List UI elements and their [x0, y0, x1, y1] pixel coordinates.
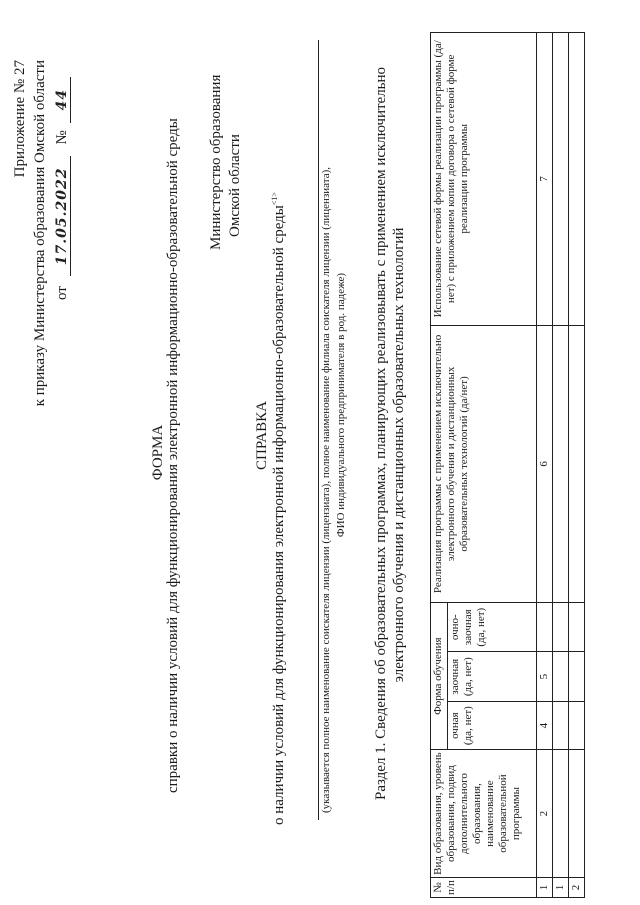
- index-cell: 6: [537, 325, 553, 603]
- index-cell: [537, 603, 553, 652]
- col-header-part-time: очно-заочная (да, нет): [447, 603, 536, 652]
- index-cell: 2: [537, 750, 553, 878]
- appendix-line-2: к приказу Министерства образования Омской области: [32, 60, 48, 407]
- recipient-line-2: Омской области: [227, 134, 243, 237]
- fill-in-line: [318, 40, 319, 820]
- index-cell: 7: [537, 33, 553, 326]
- spravka-title: СПРАВКА: [254, 401, 270, 470]
- row-number-cell: 2: [569, 878, 585, 898]
- index-cell: 4: [537, 702, 553, 750]
- col-header-number: № п/п: [431, 878, 537, 898]
- table-cell: [569, 325, 585, 603]
- section1-line-1: Раздел 1. Сведения об образовательных программах, планирующих реализовывать с применением исключительно: [373, 66, 389, 800]
- table-cell: [553, 33, 569, 326]
- spravka-subtitle-text: о наличии условий для функционирования электронной информационно-образовательной среды: [271, 205, 287, 825]
- table-row: [569, 33, 585, 898]
- table-row: [553, 33, 569, 898]
- col-header-extramural: заочная (да, нет): [447, 652, 536, 702]
- col-header-network: Использование сетевой формы реализации программы (да/нет) с приложением копии договора о сетевой форме реализации программы: [431, 33, 537, 326]
- number-prefix: №: [54, 130, 70, 145]
- form-heading: ФОРМА: [150, 424, 166, 481]
- table-index-row: [537, 33, 553, 898]
- col-header-full-time: очная (да, нет): [447, 702, 536, 750]
- table-cell: [553, 325, 569, 603]
- col-header-form: Форма обучения: [431, 603, 448, 750]
- index-cell: 1: [537, 878, 553, 898]
- index-cell: 5: [537, 652, 553, 702]
- table-cell: [569, 702, 585, 750]
- table-cell: [569, 750, 585, 878]
- programs-table: [430, 32, 585, 898]
- table-cell: [553, 603, 569, 652]
- appendix-date-line: [54, 77, 71, 300]
- number-value: 44: [54, 77, 71, 123]
- form-subtitle: справки о наличии условий для функционирования электронной информационно-образовательной среды: [165, 118, 181, 793]
- fill-hint-line-2: ФИО индивидуального предпринимателя в род. падеже): [335, 272, 347, 538]
- col-header-elearning: Реализация программы с применением исключительно электронного обучения и дистанционных образовательных технологий (да/нет): [431, 325, 537, 603]
- row-number-cell: 1: [553, 878, 569, 898]
- date-value: 17.05.2022: [54, 156, 71, 276]
- spravka-footnote-mark: <1>: [270, 192, 279, 206]
- table-cell: [553, 652, 569, 702]
- recipient-line-1: Министерство образования: [208, 74, 224, 250]
- appendix-line-1: Приложение № 27: [12, 60, 28, 178]
- date-prefix: от: [54, 286, 70, 300]
- fill-hint-line-1: (указывается полное наименование соискателя лицензии (лицензиата), полное наименование филиала соискателя лицензии (лицензиата),: [320, 166, 332, 813]
- table-cell: [569, 603, 585, 652]
- table-cell: [553, 750, 569, 878]
- col-header-kind: Вид образования, уровень образования, подвид дополнительного образования, наименование образовательной программы: [431, 750, 537, 878]
- table-cell: [569, 33, 585, 326]
- section1-line-2: электронного обучения и дистанционных образовательных технологий: [391, 227, 407, 683]
- table-header-row-1: [431, 33, 448, 898]
- spravka-subtitle: [270, 192, 288, 825]
- table-cell: [553, 702, 569, 750]
- table-cell: [569, 652, 585, 702]
